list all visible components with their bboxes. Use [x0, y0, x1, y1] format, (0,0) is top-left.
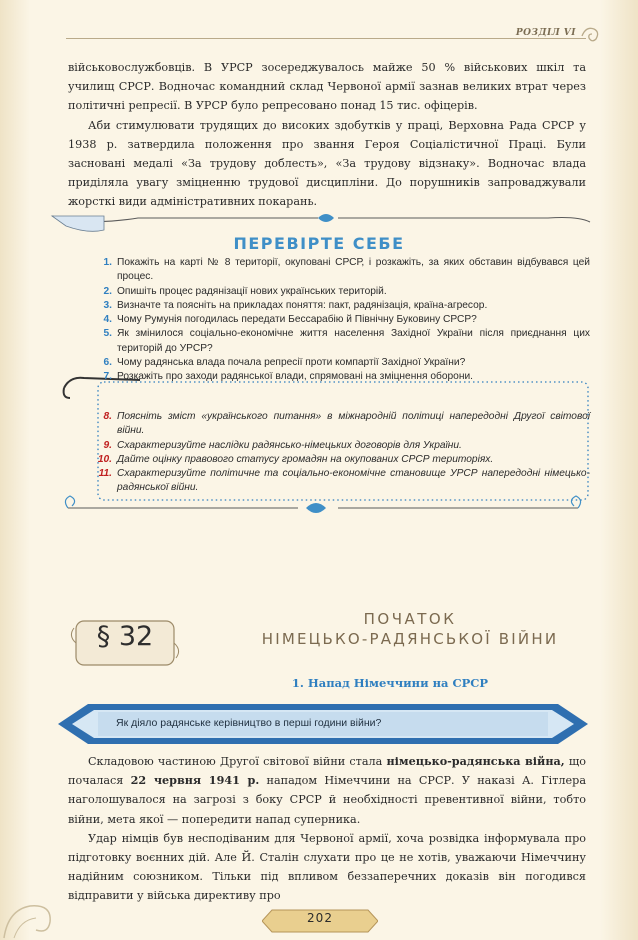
- list-item: 8. Поясніть зміст «українського питання» в міжнародній політиці напередодні Другої світової війни.: [103, 411, 590, 437]
- basic-questions-list: [94, 256, 590, 385]
- list-item: 2. Опишіть процес радянізації нових українських територій.: [103, 285, 387, 297]
- list-item: 6. Чому радянська влада почала репресії проти компартії Західної України?: [103, 357, 466, 369]
- date: 22 червня 1941 р.: [130, 773, 260, 788]
- list-item: 10. Дайте оцінку правового статусу громадян на окупованих СРСР територіях.: [97, 453, 494, 465]
- list-item: 1. Покажіть на карті № 8 території, окуповані СРСР, і розкажіть, за яких обставин відбувався цей процес.: [103, 257, 590, 283]
- paragraph-number: § 32: [96, 621, 154, 652]
- list-item: 9. Схарактеризуйте наслідки радянсько-німецьких договорів для України.: [103, 439, 462, 451]
- list-item: 7. Розкажіть про заходи радянської влади, спрямовані на зміцнення оборони.: [103, 371, 473, 383]
- list-item: 5. Як змінилося соціально-економічне життя населення Західної України після приєднання цих територій до УРСР?: [103, 328, 590, 354]
- header-rule: [66, 38, 586, 39]
- swirl-ornament-icon: [580, 24, 602, 46]
- corner-ornament-icon: [0, 880, 80, 940]
- list-item: 11. Схарактеризуйте політичне та соціально-економічне становище УРСР напередодні німецько-радянської війни.: [98, 468, 590, 494]
- paragraph-title-line1: ПОЧАТОК: [363, 610, 457, 628]
- advanced-questions-list: [94, 410, 590, 496]
- list-item: 4. Чому Румунія погодилась передати Бессарабію й Північну Буковину СРСР?: [103, 314, 477, 326]
- paragraph: Удар німців був несподіваним для Червоної армії, хоча розвідка інформувала про підготовку воєнних дій. Але Й. Сталін слухати про це не хотів, уважаючи Німеччину надійним союзником. Тільки під впливом беззаперечних доказів він погодився відправити у війська директиву про: [68, 831, 586, 903]
- list-item: 3. Визначте та поясніть на прикладах поняття: пакт, радянізація, країна-агресор.: [103, 299, 488, 311]
- subsection-title: 1. Напад Німеччини на СРСР: [291, 676, 489, 690]
- section-label: РОЗДІЛ VI: [515, 28, 576, 38]
- paragraph-title-line2: НІМЕЦЬКО-РАДЯНСЬКОЇ ВІЙНИ: [261, 630, 559, 648]
- key-question: Як діяло радянське керівництво в перші години війни?: [116, 717, 382, 729]
- paragraph: Аби стимулювати трудящих до високих здобутків у праці, Верховна Рада СРСР у 1938 р. затвердила положення про звання Героя Соціалістичної Праці. Були засновані медалі «За трудову доблесть», «За трудову відзнаку». Водночас влада приділяла увагу зміцненню трудової дисципліни. До порушників запроваджували жорсткі види адміністративних покарань.: [68, 118, 586, 209]
- paragraph: військовослужбовців. В УРСР зосереджувалось майже 50 % військових шкіл та училищ СРСР. Водночас командний склад Червоної армії зазнав великих втрат через політичні репресії. В УРСР було репресовано понад 15 тис. офіцерів.: [68, 61, 586, 113]
- main-text: [68, 752, 586, 906]
- paragraph: Складовою частиною Другої світової війни стала німецько-радянська війна, що почалася 22 червня 1941 р. нападом Німеччини на СРСР. У наказі А. Гітлера наголошувалося на загрозі з боку СРСР й необхідності превентивної війни, тобто війни, мета якої — попередити напад суперника.: [68, 754, 586, 826]
- check-yourself-title: ПЕРЕВІРТЕ СЕБЕ: [233, 234, 405, 253]
- page-number: 202: [307, 911, 333, 925]
- intro-text: [68, 58, 586, 212]
- term: німецько-радянська війна,: [386, 754, 565, 768]
